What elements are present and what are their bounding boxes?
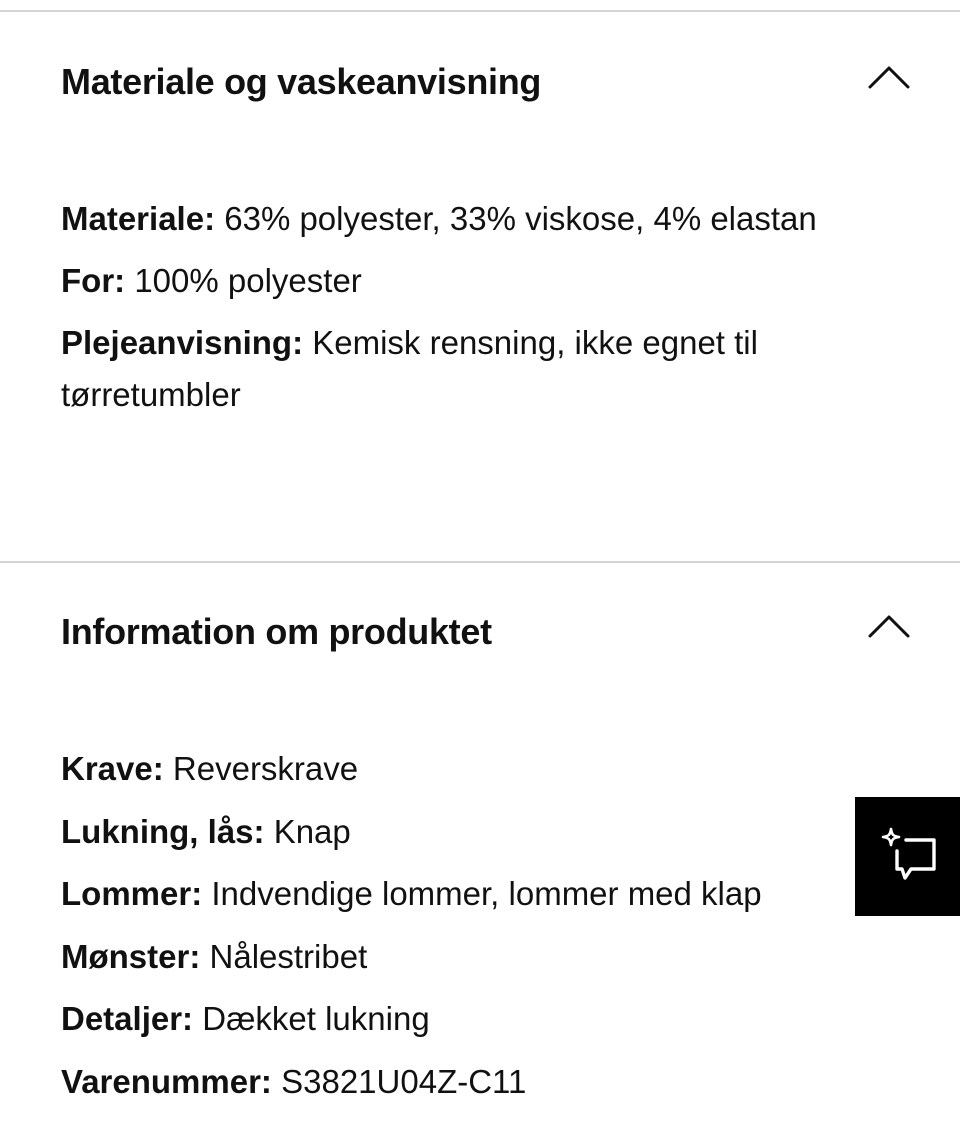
detail-label: Mønster: [61, 937, 201, 975]
detail-value: 100% polyester [134, 262, 362, 299]
section-title-product-info[interactable]: Information om produktet [61, 611, 492, 652]
detail-line-care [61, 317, 841, 421]
assistant-chat-button[interactable] [855, 797, 960, 916]
detail-value: Knap [273, 812, 351, 850]
detail-line-pattern [61, 935, 841, 979]
detail-line-closure [61, 810, 841, 854]
detail-value: S3821U04Z-C11 [281, 1062, 527, 1100]
detail-label: Varenummer: [61, 1062, 272, 1100]
detail-value: Nålestribet [209, 937, 368, 975]
chevron-up-icon [866, 62, 912, 92]
detail-line-material [61, 193, 841, 245]
detail-label: For: [61, 262, 126, 299]
detail-line-pockets [61, 872, 841, 916]
collapse-product-info-button[interactable] [866, 611, 912, 641]
material-details [61, 193, 841, 431]
detail-label: Plejeanvisning: [61, 324, 304, 361]
detail-line-lining [61, 255, 841, 307]
detail-line-details [61, 997, 841, 1041]
detail-value: Reverskrave [172, 750, 359, 787]
detail-value: Dækket lukning [202, 1000, 430, 1037]
chevron-up-icon [866, 611, 912, 641]
section-title-material[interactable]: Materiale og vaskeanvisning [61, 61, 542, 102]
detail-value: 63% polyester, 33% viskose, 4% elastan [224, 200, 817, 237]
detail-value: Kemisk rensning, ikke egnet til tørretumbler [61, 324, 758, 413]
detail-value: Indvendige lommer, lommer med klap [211, 875, 762, 912]
detail-label: Materiale: [61, 200, 216, 237]
detail-label: Lukning, lås: [61, 812, 265, 850]
detail-label: Detaljer: [61, 1000, 194, 1037]
collapse-material-button[interactable] [866, 62, 912, 92]
section-divider [0, 561, 960, 563]
detail-line-collar [61, 747, 841, 791]
detail-label: Lommer: [61, 875, 203, 912]
product-info-details [61, 747, 841, 1122]
section-divider-top [0, 10, 960, 12]
detail-line-item-number [61, 1060, 841, 1104]
detail-label: Krave: [61, 750, 164, 787]
